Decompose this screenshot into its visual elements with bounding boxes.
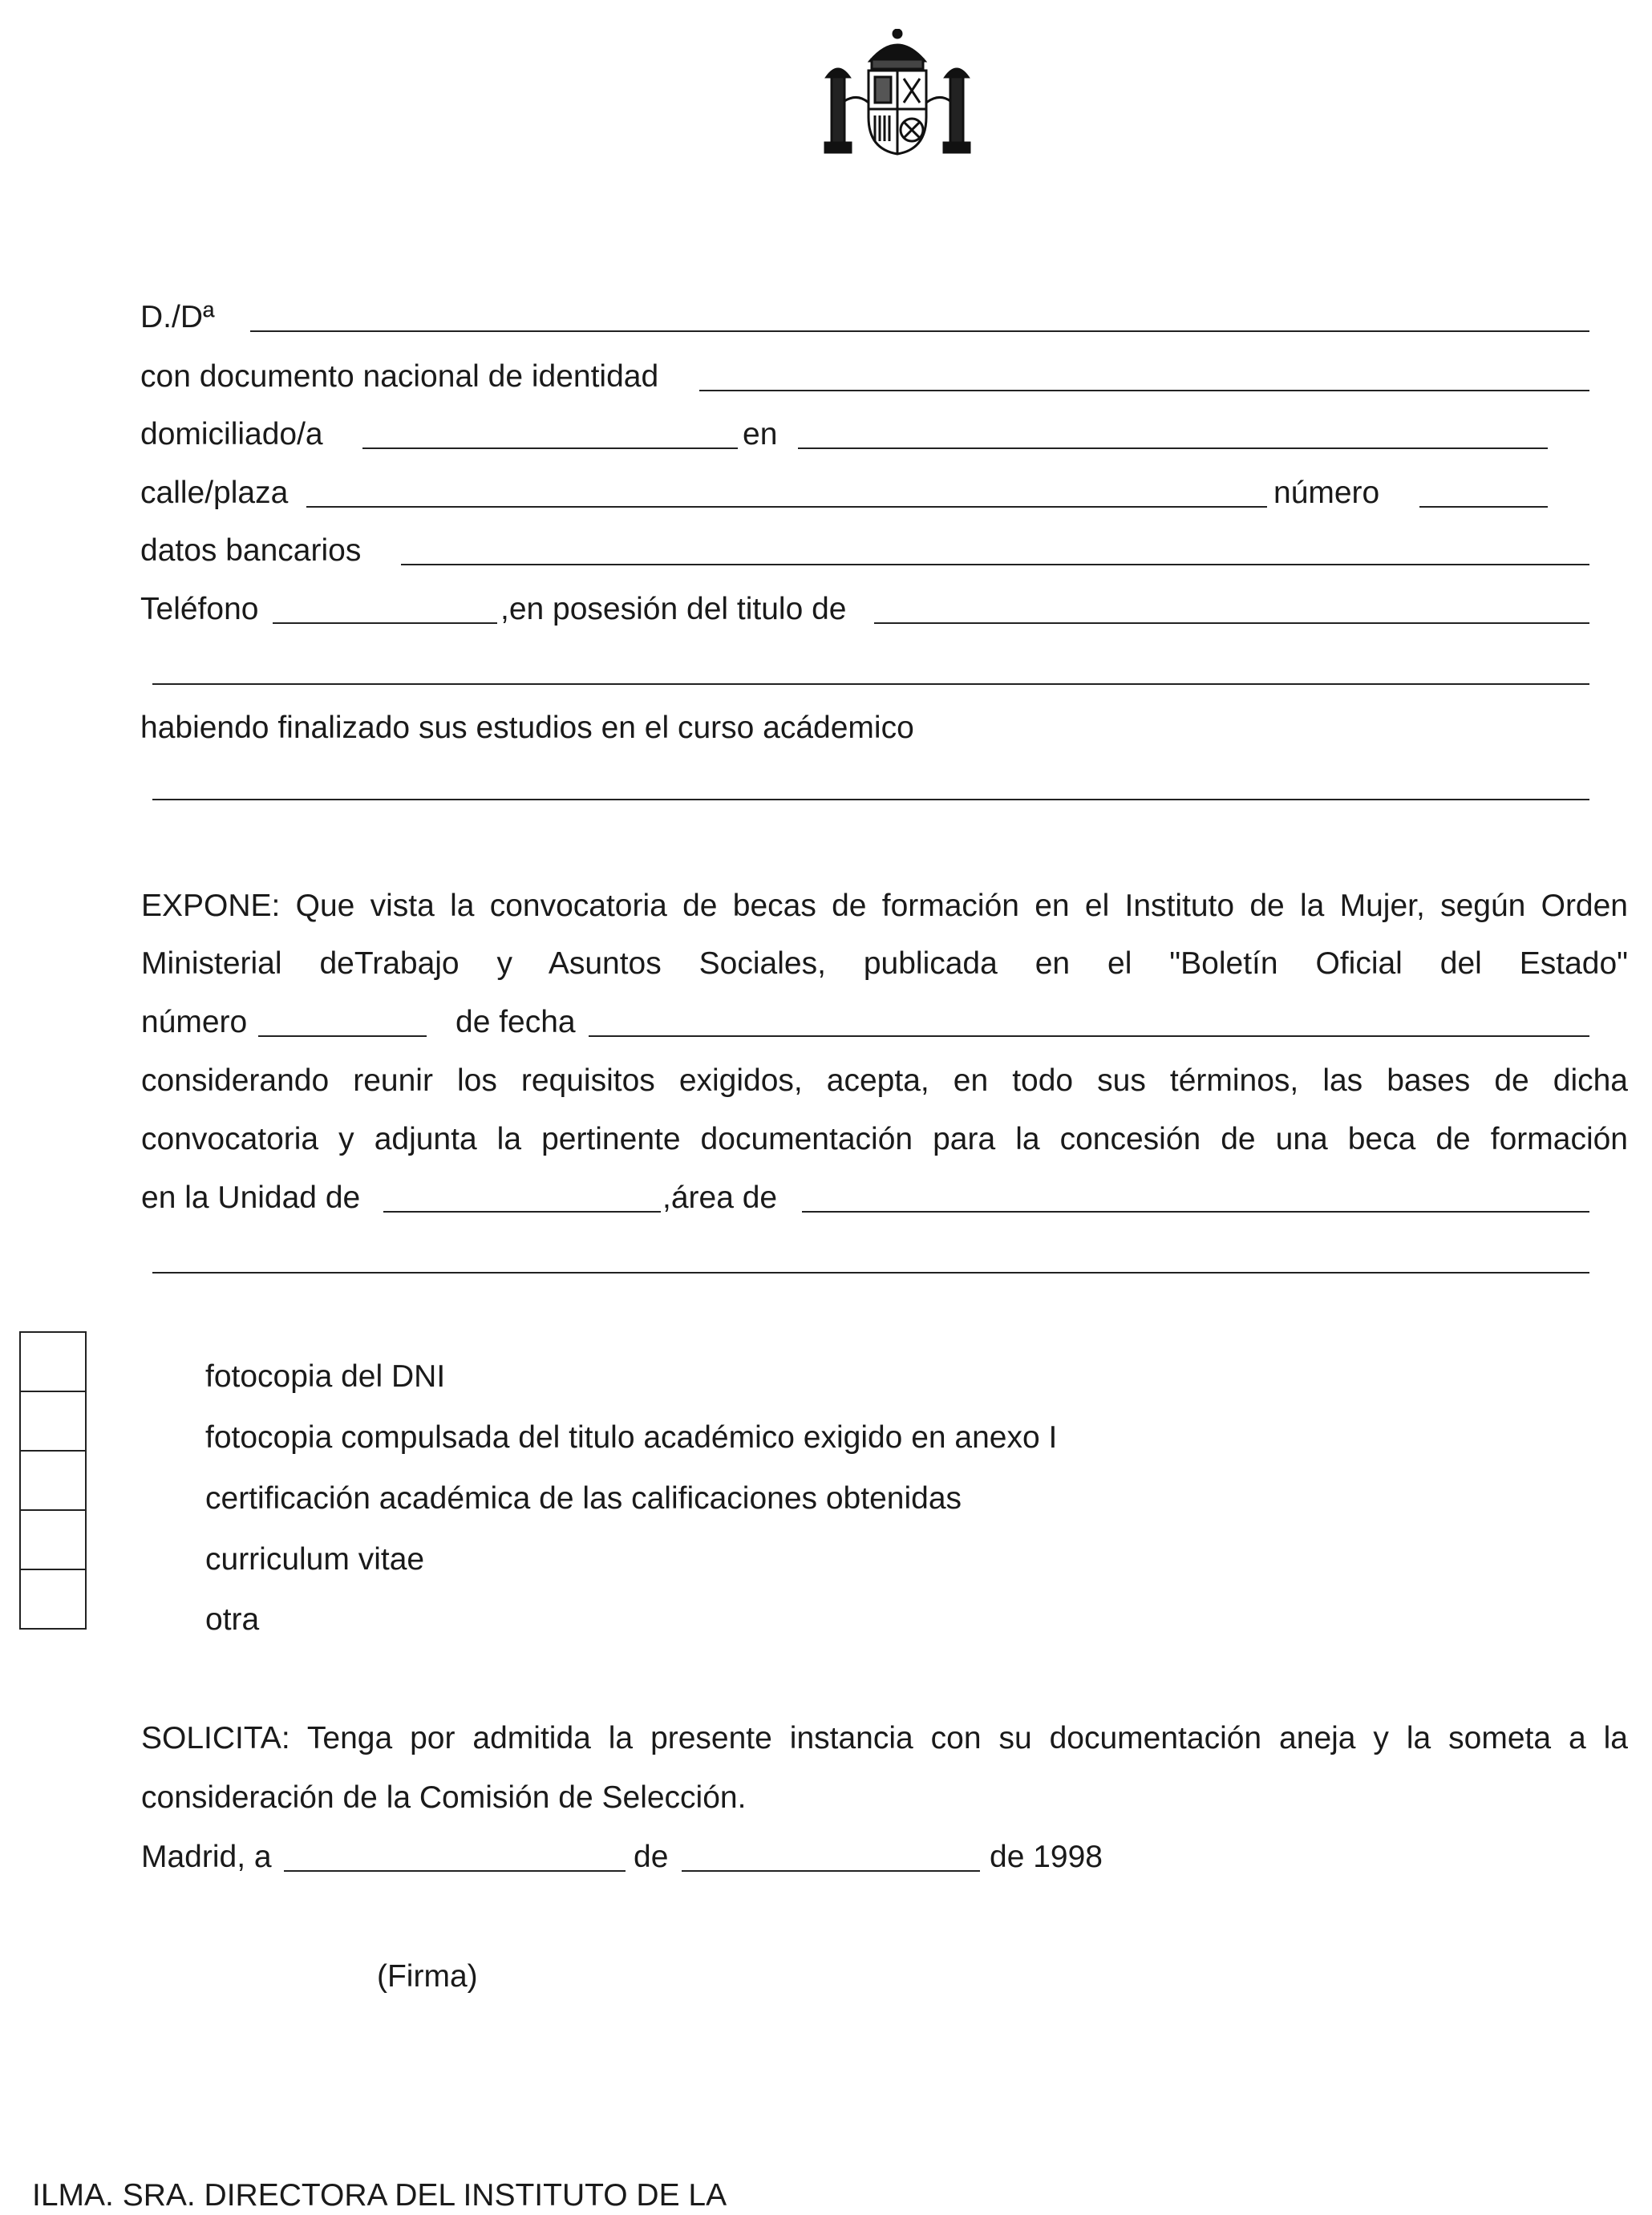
phone-label: Teléfono <box>140 592 259 626</box>
document-item: certificación académica de las calificaciones obtenidas <box>205 1481 962 1516</box>
area-line[interactable] <box>802 1211 1589 1213</box>
bank-label: datos bancarios <box>140 533 362 568</box>
expone-line-1: EXPONE: Que vista la convocatoria de becas de formación en el Instituto de la Mujer, según Orden <box>141 889 1628 923</box>
place-label: Madrid, a <box>141 1840 272 1874</box>
coat-of-arms-emblem <box>822 29 973 159</box>
boe-date-line[interactable] <box>589 1035 1589 1037</box>
document-item: fotocopia del DNI <box>205 1359 446 1394</box>
checkbox-cv[interactable] <box>19 1509 87 1570</box>
solicita-line-1: SOLICITA: Tenga por admitida la presente instancia con su documentación aneja y la someta a la <box>141 1721 1628 1755</box>
solicita-line-2: consideración de la Comisión de Selección. <box>141 1780 747 1815</box>
area-label: ,área de <box>662 1180 778 1215</box>
name-line[interactable] <box>250 330 1589 332</box>
title-line-continued[interactable] <box>152 683 1589 685</box>
checkbox-other[interactable] <box>19 1569 87 1630</box>
in-label: en <box>743 417 778 452</box>
unit-label: en la Unidad de <box>141 1180 361 1215</box>
number-line[interactable] <box>1419 506 1548 508</box>
checkbox-title[interactable] <box>19 1391 87 1452</box>
number-label: número <box>1273 476 1380 510</box>
checkbox-certification[interactable] <box>19 1450 87 1511</box>
expone-line-5: convocatoria y adjunta la pertinente documentación para la concesión de una beca de formación <box>141 1122 1628 1156</box>
city-line[interactable] <box>798 447 1548 449</box>
phone-line[interactable] <box>273 622 497 624</box>
title-line[interactable] <box>874 622 1589 624</box>
de-label: de <box>634 1840 669 1874</box>
studies-label: habiendo finalizado sus estudios en el curso acádemico <box>140 711 914 745</box>
document-item: otra <box>205 1602 260 1637</box>
expone-number-label: número <box>141 1005 248 1039</box>
studies-line[interactable] <box>152 799 1589 800</box>
expone-line-2: Ministerial deTrabajo y Asuntos Sociales, publicada en el "Boletín Oficial del Estado" <box>141 946 1628 981</box>
domicile-line[interactable] <box>362 447 738 449</box>
document-item: fotocopia compulsada del titulo académico exigido en anexo I <box>205 1420 1058 1455</box>
dni-label: con documento nacional de identidad <box>140 359 659 394</box>
signature-label: (Firma) <box>377 1959 478 1994</box>
dni-line[interactable] <box>699 390 1589 391</box>
street-line[interactable] <box>306 506 1267 508</box>
boe-number-line[interactable] <box>258 1035 427 1037</box>
title-label: ,en posesión del titulo de <box>500 592 847 626</box>
checkbox-dni[interactable] <box>19 1331 87 1392</box>
domicile-label: domiciliado/a <box>140 417 323 452</box>
unit-line[interactable] <box>383 1211 661 1213</box>
bank-line[interactable] <box>401 564 1589 565</box>
month-line[interactable] <box>682 1870 980 1872</box>
addressee: ILMA. SRA. DIRECTORA DEL INSTITUTO DE LA <box>32 2178 727 2213</box>
document-item: curriculum vitae <box>205 1542 425 1577</box>
year-label: de 1998 <box>990 1840 1103 1874</box>
expone-line-4: considerando reunir los requisitos exigidos, acepta, en todo sus términos, las bases de dicha <box>141 1063 1628 1098</box>
name-label: D./Dª <box>140 300 215 334</box>
expone-date-label: de fecha <box>456 1005 576 1039</box>
day-line[interactable] <box>284 1870 626 1872</box>
area-line-continued[interactable] <box>152 1272 1589 1274</box>
street-label: calle/plaza <box>140 476 289 510</box>
